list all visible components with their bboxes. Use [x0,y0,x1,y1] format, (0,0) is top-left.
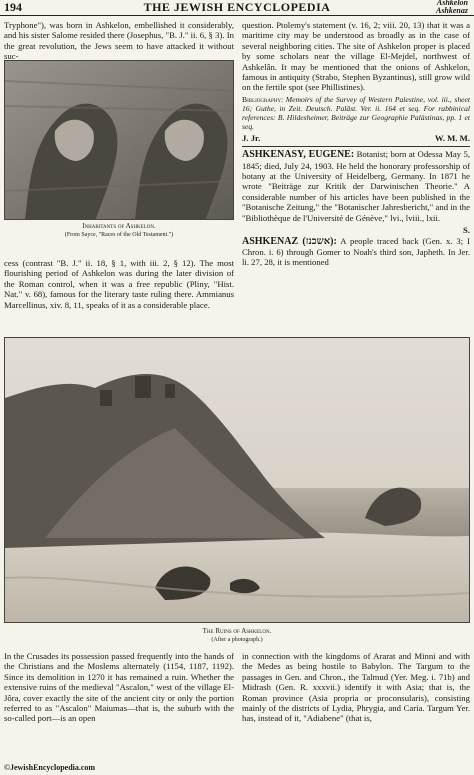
signature-row [242,225,470,235]
entry-ashkenaz [242,236,470,268]
left-column-top-text [4,20,234,62]
signature-right: S. [462,225,470,236]
left-column-mid-text [4,258,234,310]
signature-right: W. M. M. [434,132,470,143]
paragraph: In the Crusades its possession passed frequently into the hands of the Christians and the Moslems alternately (1154, 1187, 1192). Since its demolition in 1270 it has remained a ruin. Whether the extensive ruins of the medieval "Ascalon," west of the village El-Jôra, cover exactly the site of the ancient city or only the portion referred to as "Ascalon" Maiumas—that is, the suburb with the so-called port—is an open [4,651,234,724]
entry-ashkenasy [242,149,470,223]
entry-text: A people traced back (Gen. x. 3; I Chron. i. 6) through Gomer to Noah's third son, Japheth. In Jer. li. 27, 28, it is mentioned [242,235,470,268]
caption-source: (From Sayce, "Races of the Old Testament.") [64,231,174,238]
caption-title: Inhabitants of Ashkelon. [82,222,156,230]
bibliography [242,95,470,131]
running-headword-first: Ashkelon [436,0,468,7]
page-number: 194 [4,0,22,14]
bibliography-text: Memoirs of the Survey of Western Palestine, vol. iii., sheet 16; Guthe, in Zeit. Deutsch. Palâst. Ver. ii. 164 et seq. For rabbinical references: B. Hildesheimer, Beiträge zur Geographie Palästinas, pp. 1 et seq. [242,94,470,131]
entry-heading: ASHKENASY, EUGENE: [242,149,355,161]
running-headwords [436,0,468,15]
caption-title: The Ruins of Ashkelon. [202,627,272,635]
divider [242,146,470,147]
right-column-bottom-text [242,651,470,724]
paragraph: cess (contrast "B. J." ii. 18, § 1, with iii. 2, § 12). The most flourishing period of Ashkelon was during the later division of the Roman control, when it was a free republic (Pliny, "Hist. Nat." v. 68), famous for the literary taste ruling there. Ammianus Marcellinus, xiv. 8, 11, speaks of it as a considerable place. [4,258,234,310]
page-header [0,0,474,16]
left-column-bottom-text [4,651,234,724]
ruins-photograph [5,338,470,623]
figure-small-caption [4,222,234,239]
paragraph: in connection with the kingdoms of Ararat and Minni and with the Medes as being hostile to Babylon. The Targum to the passages in Gen. and Chron., the Talmud (Yer. Meg. i. 71b) and Midrash (Gen. R. xxxvii.) identify it with Asia; that is, the Roman province (Asia propria or proconsularis), consisting mainly of the districts of Lydia, Phrygia, and Caria. Targum Yer. has, instead of it, "Adiabene" (that is, [242,651,470,724]
entry-heading: ASHKENAZ (אשכנז): [242,235,337,247]
relief-image [5,61,234,220]
signature-left: J. Jr. [242,132,261,143]
bibliography-label: Bibliography: [242,94,284,104]
paragraph: question. Ptolemy's statement (v. 16, 2; viii. 20, 13) that it was a maritime city may be understood as broadly as in the case of several neighboring cities. The site of Ashkelon proper is placed by some scholars near the village El-Mejdel, northwest of Ashkelân. It may be mentioned that the onions of Ashkelon, famous in antiquity (Strabo, Stephen Byzantinus), still grow wild on the fertile spot (see Phillistines). [242,20,470,93]
figure-ruins-of-ashkelon [4,337,470,623]
copyright-link[interactable]: ©JewishEncyclopedia.com [4,763,96,772]
running-title: THE JEWISH ENCYCLOPEDIA [143,0,331,14]
figure-big-caption [0,627,474,644]
paragraph: Tryphone"), was born in Ashkelon, embellished it considerably, and his sister Salome resided there (Josephus, "B. J." ii. 6, § 3). In the great revolution, the Jews seem to have attacked it without suc- [4,20,234,62]
entry-text: Botanist; born at Odessa May 5, 1845; died, July 24, 1903. He held the honorary professorship of botany at the University of Heidelberg, Germany. In 1871 he wrote "Beiträge zur Kritik der Darwinischen Theorie." A considerable number of his articles have been published in the "Botanische Zeitung," the "Botanischer Jahresbericht," and in the "Bibliothèque de l'Université de Génève," lvi., lviii., lxii. [242,149,470,223]
right-column-top-text [242,20,470,268]
signature-row [242,133,470,143]
figure-inhabitants-of-ashkelon [4,60,234,220]
caption-source: (After a photograph.) [211,636,263,643]
running-headword-last: Ashkenaz [435,6,468,15]
